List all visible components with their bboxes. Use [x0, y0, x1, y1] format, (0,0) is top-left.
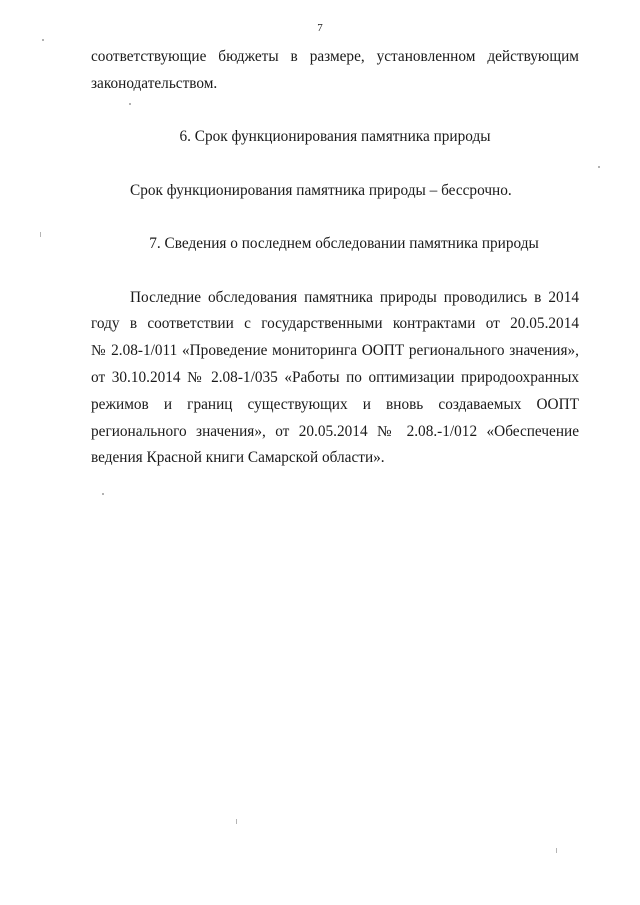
- paragraph-duration: Срок функционирования памятника природы – бессрочно.: [130, 182, 512, 199]
- body-line: от 30.10.2014 № 2.08-1/035 «Работы по оптимизации природоохранных: [91, 369, 579, 386]
- section-heading-6: 6. Срок функционирования памятника природы: [179, 128, 491, 145]
- scan-speck: [40, 232, 41, 237]
- page-number: 7: [317, 22, 323, 34]
- body-line: ведения Красной книги Самарской области».: [91, 449, 385, 466]
- scan-speck: [42, 39, 44, 41]
- body-line: Последние обследования памятника природы проводились в 2014: [130, 289, 579, 306]
- scan-speck: [598, 166, 600, 168]
- scan-speck: [102, 493, 104, 495]
- body-line: регионального значения», от 20.05.2014 № 2.08.-1/012 «Обеспечение: [91, 423, 579, 440]
- scan-speck: [556, 848, 557, 853]
- body-line: режимов и границ существующих и вновь создаваемых ООПТ: [91, 396, 579, 413]
- scan-speck: [129, 103, 131, 105]
- body-line: законодательством.: [91, 75, 218, 92]
- body-line: № 2.08-1/011 «Проведение мониторинга ООПТ регионального значения»,: [91, 342, 579, 359]
- section-heading-7: 7. Сведения о последнем обследовании памятника природы: [149, 235, 539, 252]
- scan-speck: [236, 819, 237, 824]
- body-line: году в соответствии с государственными контрактами от 20.05.2014: [91, 315, 579, 332]
- body-line: соответствующие бюджеты в размере, установленном действующим: [91, 48, 579, 65]
